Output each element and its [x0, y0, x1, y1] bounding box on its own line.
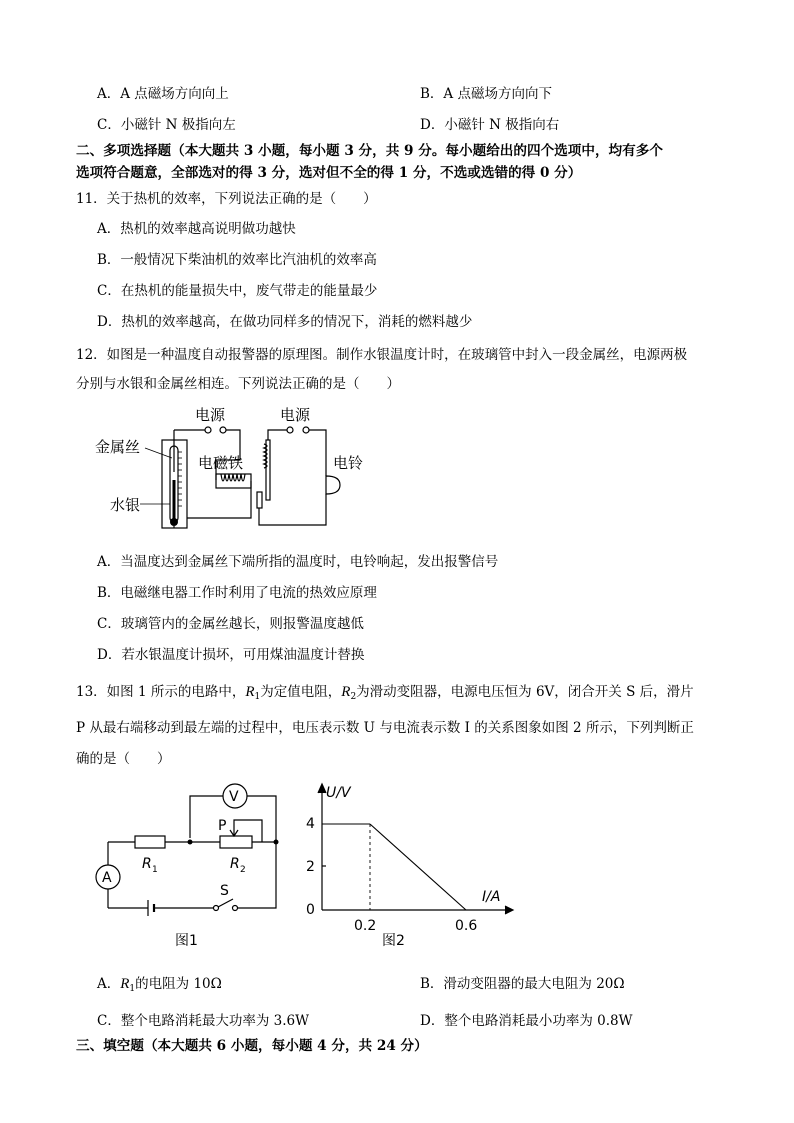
- x-tick-0-6: 0.6: [455, 918, 478, 934]
- q12-stem-line1: 12．如图是一种温度自动报警器的原理图。制作水银温度计时，在玻璃管中封入一段金属丝，电源两极: [76, 347, 688, 363]
- q10-option-b: B．A 点磁场方向向下: [420, 86, 552, 102]
- q11-option-b: B．一般情况下柴油机的效率比汽油机的效率高: [97, 252, 377, 268]
- r1-symbol: R: [245, 684, 255, 700]
- q13-stem-line2: P 从最右端移动到最左端的过程中，电压表示数 U 与电流表示数 I 的关系图象如图 2 所示，下列判断正: [76, 720, 694, 736]
- svg-text:1: 1: [152, 865, 158, 875]
- section2-heading-line2: 选项符合题意，全部选对的得 3 分，选对但不全的得 1 分，不选或选错的得 0 分）: [76, 165, 582, 181]
- q13-option-a: A．$R_1$的电阻为 10Ω: [97, 976, 222, 994]
- section3-heading: 三、填空题（本大题共 6 小题，每小题 4 分，共 24 分）: [76, 1038, 428, 1054]
- q13-option-c: C．整个电路消耗最大功率为 3.6W: [97, 1013, 309, 1029]
- r1-label: R: [142, 856, 152, 872]
- section2-heading-line1: 二、多项选择题（本大题共 3 小题，每小题 3 分，共 9 分。每小题给出的四个选项中，均有多个: [76, 143, 663, 159]
- q12-option-b: B．电磁继电器工作时利用了电流的热效应原理: [97, 585, 377, 601]
- label-electromagnet: 电磁铁: [198, 454, 244, 472]
- voltmeter-label: V: [229, 789, 239, 805]
- label-mercury: 水银: [110, 496, 141, 514]
- y-tick-2: 2: [306, 859, 315, 875]
- q11-option-a: A．热机的效率越高说明做功越快: [97, 221, 296, 237]
- origin-label: 0: [306, 902, 315, 918]
- q11-option-d: D．热机的效率越高，在做功同样多的情况下，消耗的燃料越少: [97, 314, 473, 330]
- q12-option-c: C．玻璃管内的金属丝越长，则报警温度越低: [97, 616, 364, 632]
- q11-option-c: C．在热机的能量损失中，废气带走的能量最少: [97, 283, 378, 299]
- resistor-r2: [220, 836, 252, 848]
- q10-option-a: A．A 点磁场方向向上: [97, 86, 229, 102]
- switch-label: S: [220, 883, 229, 899]
- q12-stem-line2: 分别与水银和金属丝相连。下列说法正确的是（ ）: [76, 376, 400, 392]
- q13-stem-line3: 确的是（ ）: [76, 751, 171, 767]
- resistor-r1: [135, 836, 165, 848]
- r2-symbol: R: [341, 684, 351, 700]
- ammeter-label: A: [102, 870, 112, 886]
- q13-stem-line1: 13．如图 1 所示的电路中，$R_1$为定值电阻，$R_2$为滑动变阻器，电源电压恒为 6V，闭合开关 S 后，滑片: [76, 684, 694, 702]
- slider-label: P: [218, 818, 227, 834]
- x-axis-label: I/A: [482, 889, 501, 905]
- ui-series-line: [370, 824, 466, 910]
- x-tick-0-2: 0.2: [354, 918, 377, 934]
- q10-option-c: C．小磁针 N 极指向左: [97, 117, 236, 133]
- label-power-2: 电源: [280, 406, 311, 424]
- q10-option-d: D．小磁针 N 极指向右: [420, 117, 560, 133]
- label-metal-wire: 金属丝: [95, 438, 141, 456]
- q13-option-b: B．滑动变阻器的最大电阻为 20Ω: [420, 976, 625, 992]
- q12-option-a: A．当温度达到金属丝下端所指的温度时，电铃响起，发出报警信号: [97, 554, 499, 570]
- q11-stem: 11．关于热机的效率，下列说法正确的是（ ）: [76, 191, 377, 207]
- contact-point: [257, 492, 262, 508]
- figure1-caption: 图1: [175, 933, 198, 949]
- circuit-figure-1: [90, 780, 290, 955]
- alarm-circuit-figure: [90, 400, 380, 540]
- figure2-caption: 图2: [382, 933, 405, 949]
- bell-icon: [326, 476, 340, 494]
- r2-label: R: [230, 856, 240, 872]
- label-bell: 电铃: [333, 454, 364, 472]
- y-tick-4: 4: [306, 816, 315, 832]
- q12-option-d: D．若水银温度计损坏，可用煤油温度计替换: [97, 647, 365, 663]
- q13-option-d: D．整个电路消耗最小功率为 0.8W: [420, 1013, 633, 1029]
- label-power-1: 电源: [195, 406, 226, 424]
- svg-text:2: 2: [240, 865, 246, 875]
- ui-graph-figure-2: [300, 780, 530, 955]
- y-axis-label: U/V: [326, 785, 351, 801]
